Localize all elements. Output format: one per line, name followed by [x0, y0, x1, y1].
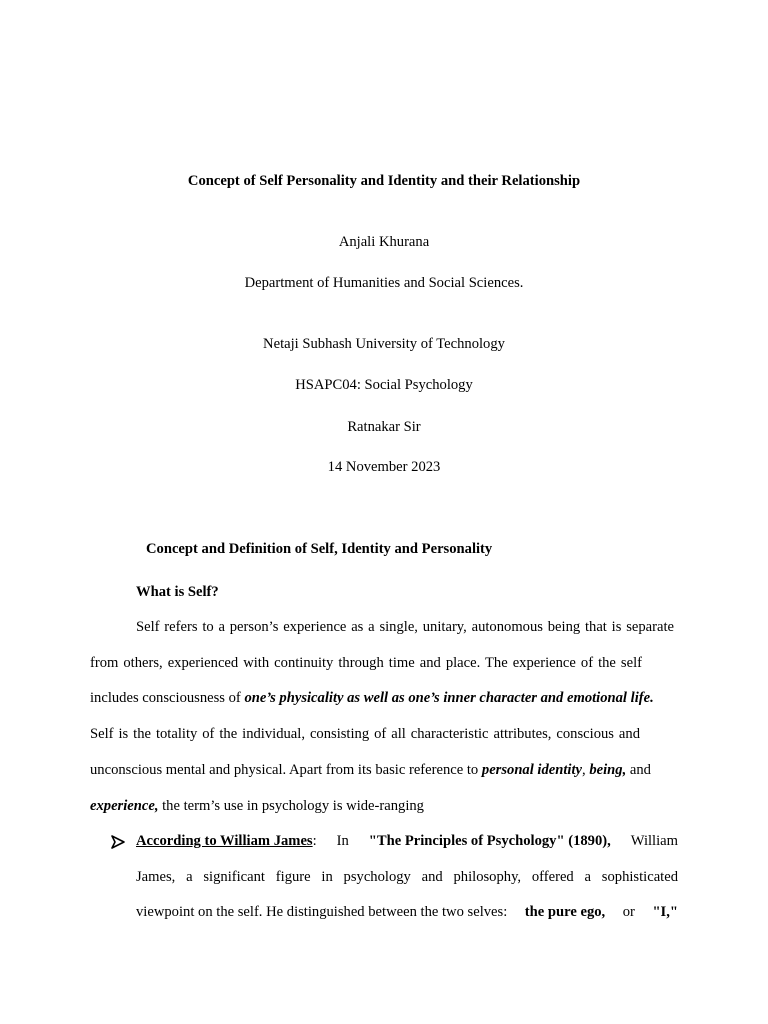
- emphasis-text: "I,": [652, 904, 678, 920]
- university: Netaji Subhash University of Technology: [263, 336, 505, 352]
- paragraph-line: [90, 690, 654, 707]
- author-name: Anjali Khurana: [338, 234, 430, 250]
- bullet-text: or: [622, 904, 635, 920]
- paragraph-line: [90, 762, 651, 779]
- bullet-text: viewpoint on the self. He distinguished between the two selves:: [136, 904, 508, 920]
- paragraph-line: Self is the totality of the individual, consisting of all characteristic attributes, conscious and: [90, 726, 640, 742]
- paragraph-text: the term’s use in psychology is wide-ranging: [158, 798, 424, 814]
- book-title: "The Principles of Psychology" (1890),: [368, 833, 611, 849]
- bullet-line: [136, 904, 678, 921]
- arrowhead-bullet-icon: [110, 834, 126, 850]
- bullet-text: William: [630, 833, 678, 849]
- instructor: Ratnakar Sir: [347, 419, 421, 435]
- emphasis-text: experience,: [90, 798, 159, 814]
- bullet-label: According to William James: [136, 833, 313, 849]
- department: Department of Humanities and Social Sciences.: [244, 275, 524, 291]
- date: 14 November 2023: [327, 459, 441, 475]
- course: HSAPC04: Social Psychology: [295, 377, 473, 393]
- bullet-line: [136, 833, 678, 850]
- paragraph-text: unconscious mental and physical. Apart from its basic reference to: [90, 762, 482, 778]
- paper-title: Concept of Self Personality and Identity and their Relationship: [187, 173, 581, 189]
- bullet-text: In: [336, 833, 349, 849]
- emphasis-text: personal identity: [481, 762, 583, 778]
- paragraph-line: [90, 798, 424, 815]
- paragraph-text: ,: [582, 762, 590, 778]
- paragraph-text: includes consciousness of: [90, 690, 245, 706]
- emphasis-text: the pure ego,: [524, 904, 606, 920]
- paragraph-line: Self refers to a person’s experience as a single, unitary, autonomous being that is separate: [136, 619, 674, 635]
- bullet-colon: :: [312, 833, 317, 849]
- section-heading: Concept and Definition of Self, Identity and Personality: [146, 541, 493, 557]
- subheading: What is Self?: [136, 584, 219, 600]
- paragraph-line: from others, experienced with continuity through time and place. The experience of the self: [90, 655, 642, 671]
- paragraph-text: and: [626, 762, 651, 778]
- emphasis-text: being,: [589, 762, 627, 778]
- bullet-line: James, a significant figure in psychology and philosophy, offered a sophisticated: [136, 869, 678, 885]
- emphasis-text: one’s physicality as well as one’s inner character and emotional life.: [244, 690, 654, 706]
